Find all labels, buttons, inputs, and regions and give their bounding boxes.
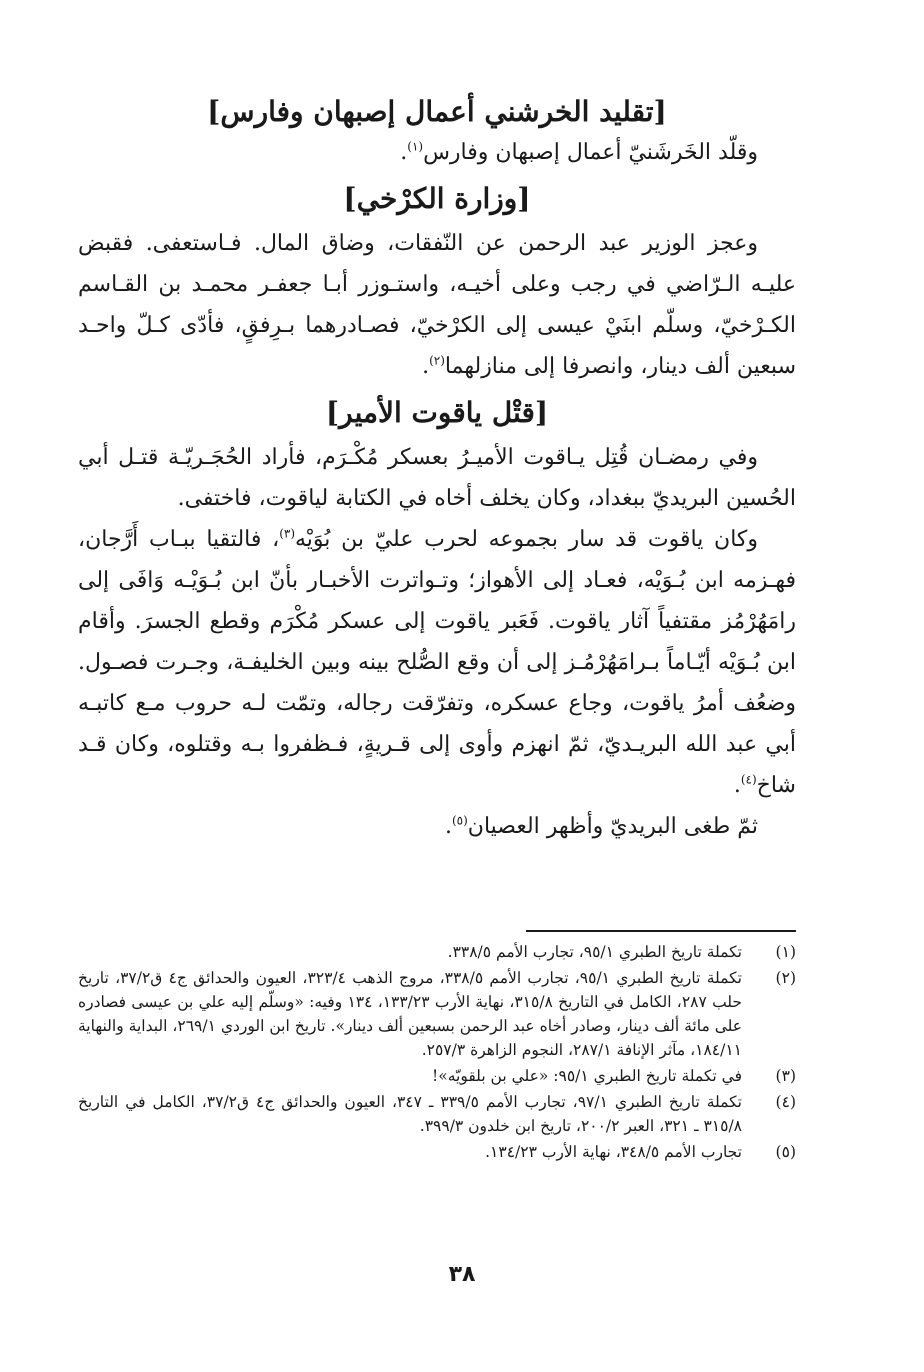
footnote-ref-4[interactable]: (٤)	[740, 772, 757, 787]
page-number: ٣٨	[448, 1262, 476, 1287]
paragraph-khurshani	[78, 132, 796, 173]
footnote-item	[78, 1090, 796, 1138]
paragraph-tail: .	[422, 354, 430, 379]
section-heading-khurshani: [تقليد الخرشني أعمال إصبهان وفارس]	[207, 95, 667, 128]
footnote-text: في تكملة تاريخ الطبري ٩٥/١: «علي بن بلقويّه»!	[432, 1067, 742, 1085]
footnote-ref-3[interactable]: (٣)	[279, 526, 296, 541]
section-heading-karkhi: [وزارة الكرْخي]	[343, 182, 531, 215]
footnote-text: تجارب الأمم ٣٤٨/٥، نهاية الأرب ١٣٤/٢٣.	[485, 1143, 742, 1161]
footnote-ref-5[interactable]: (٥)	[451, 813, 468, 828]
paragraph-yaqut-1	[78, 437, 796, 519]
footnote-ref-2[interactable]: (٢)	[429, 353, 445, 368]
paragraph-tail: .	[400, 140, 408, 165]
footnote-number: (٣)	[775, 1067, 796, 1085]
footnote-number: (٢)	[775, 969, 796, 987]
footnote-number: (١)	[775, 943, 796, 961]
footnote-text: تكملة تاريخ الطبري ٩٧/١، تجارب الأمم ٣٣٩/٥ ـ ٣٤٧، العيون والحدائق ج٤ ق٣٧/٢، الكامل في التاريخ ٣١٥/٨ ـ ٣٢١، العبر ٢٠٠/٢، تاريخ ابن خلدون ٣٩٩/٣.	[78, 1093, 742, 1135]
paragraph-text: وقلّد الخَرشَنيّ أعمال إصبهان وفارس	[423, 140, 758, 165]
paragraph-tail: .	[444, 814, 452, 839]
footnote-divider	[526, 930, 796, 932]
footnote-item	[78, 940, 796, 964]
footnotes	[78, 930, 796, 1166]
footnote-item	[78, 1140, 796, 1164]
paragraph-karkhi	[78, 223, 796, 387]
paragraph-text: ثمّ طغى البريديّ وأظهر العصيان	[467, 814, 758, 839]
footnote-item	[78, 966, 796, 1062]
section-heading-yaqut: [قتْل ياقوت الأمير]	[325, 396, 549, 429]
paragraph-text: وفي رمضـان قُتِل يـاقوت الأميـرُ بعسكر مُكْـرَم، فأراد الحُجَـريّـة قتـل أبي الحُسين البريديّ ببغداد، وكان يخلف أخاه في الكتابة لياقوت، فاختفى.	[78, 445, 796, 511]
paragraph-text-cont: ، فالتقيا ببـاب أَرَّجان، فهـزمه ابن بُـوَيْه، فعـاد إلى الأهواز؛ وتـواترت الأخبـار بأنّ ابن بُـوَيْـه وَافَى إلى رامَهُرْمُز مقتفياً آثار ياقوت. فَعَبر ياقوت إلى عسكر مُكْرَم وقطع الجسرَ. وأقام ابن بُـوَيْه أيّـاماً بـرامَهُرْمُـز إلى أن وقع الصُّلح بينه وبين الخليفـة، وجـرت فصـول. وضعُف أمرُ ياقوت، وجاع عسكره، وتفرّقت رجاله، وتمّت لـه حروب مـع كاتبـه أبي عبد الله البريـديّ، ثمّ انهزم وأوى إلى قـريةٍ، فـظفروا بـه وقتلوه، وكان قـد شاخ	[78, 527, 796, 798]
footnote-text: تكملة تاريخ الطبري ٩٥/١، تجارب الأمم ٣٣٨/٥.	[447, 943, 742, 961]
paragraph-text: وعجز الوزير عبد الرحمن عن النّفقات، وضاق المال. فـاستعفى. فقبض عليـه الـرّاضي في رجب وعلى أخيـه، واستـوزر أبـا جعفـر محمـد بن القـاسم الكـرْخيّ، وسلّم ابنَيْ عيسى إلى الكرْخيّ، فصـادرهما بـرِفقٍ، فأدّى كـلّ واحـد سبعين ألف دينار، وانصرفا إلى منازلهما	[78, 231, 796, 379]
footnote-ref-1[interactable]: (١)	[407, 139, 424, 154]
footnote-item	[78, 1064, 796, 1088]
paragraph-yaqut-3	[78, 806, 796, 847]
paragraph-tail: .	[733, 773, 741, 798]
paragraph-yaqut-2	[78, 519, 796, 806]
page-body	[78, 92, 796, 847]
paragraph-text: وكان ياقوت قد سار بجموعه لحرب عليّ بن بُوَيْه	[295, 527, 758, 552]
footnote-text: تكملة تاريخ الطبري ٩٥/١، تجارب الأمم ٣٣٨/٥، مروج الذهب ٣٢٣/٤، العيون والحدائق ج٤ ق٣٧/٢، تاريخ حلب ٢٨٧، الكامل في التاريخ ٣١٥/٨، نهاية الأرب ١٣٣/٢٣، ١٣٤ وفيه: «وسلّم إليه علي بن عيسى فصادره على مائة ألف دينار، وصادر أخاه عبد الرحمن بسبعين ألف دينار». تاريخ ابن الوردي ٢٦٩/١، البداية والنهاية ١٨٤/١١، مآثر الإنافة ٢٨٧/١، النجوم الزاهرة ٢٥٧/٣.	[78, 969, 742, 1059]
footnote-number: (٥)	[775, 1143, 796, 1161]
footnote-number: (٤)	[775, 1093, 796, 1111]
